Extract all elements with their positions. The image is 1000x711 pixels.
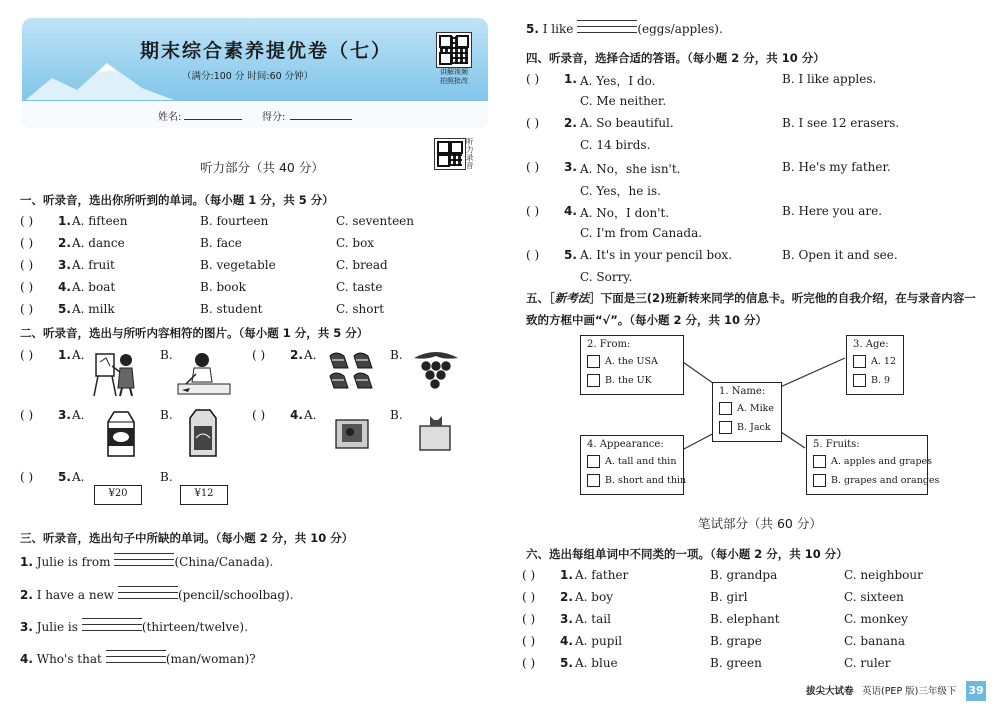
option-b[interactable]: B. fourteen	[200, 214, 269, 228]
cat-in-box-icon[interactable]	[332, 412, 372, 452]
option-a[interactable]: A. No，I don't.	[580, 206, 670, 220]
question-number: 4.	[20, 652, 33, 666]
answer-paren[interactable]: ( )	[522, 634, 536, 648]
option-label: B.	[160, 408, 173, 422]
fill-in-question	[20, 620, 248, 634]
option-a[interactable]: A. father	[575, 568, 629, 582]
option-b[interactable]: B. He's my father.	[782, 160, 891, 174]
drawing-boy-icon[interactable]	[176, 350, 232, 398]
question-options: (eggs/apples).	[637, 22, 723, 36]
checkbox[interactable]	[587, 374, 600, 387]
exam-title: 期末综合素养提优卷（七）	[140, 40, 393, 62]
option-b[interactable]: B. Here you are.	[782, 204, 883, 218]
option-c[interactable]: C. neighbour	[844, 568, 923, 582]
option-c[interactable]: C. box	[336, 236, 375, 250]
fill-in-question	[20, 555, 273, 569]
option-b[interactable]: B. elephant	[710, 612, 780, 626]
checkbox[interactable]	[719, 402, 732, 415]
new-method-tag: 新考法	[554, 291, 590, 305]
question-number: 5.	[526, 22, 539, 36]
juice-carton-icon[interactable]	[186, 408, 220, 458]
question-number: 3.	[560, 612, 573, 626]
option-label: B.	[160, 348, 173, 362]
question-number: 1.	[58, 214, 71, 228]
option-c[interactable]: C. short	[336, 302, 385, 316]
listening-heading: 听力部分（共 40 分）	[200, 160, 324, 175]
option-b[interactable]: B. student	[200, 302, 263, 316]
question-number: 1.	[564, 72, 577, 86]
option-label: B.	[390, 408, 403, 422]
answer-paren[interactable]: ( )	[20, 280, 34, 294]
answer-blank[interactable]	[82, 630, 142, 631]
option-c[interactable]: C. monkey	[844, 612, 908, 626]
checkbox[interactable]	[587, 455, 600, 468]
paren[interactable]: ( )	[20, 470, 34, 484]
mountain-graphic	[22, 58, 182, 103]
paren[interactable]: ( )	[252, 348, 266, 362]
option-apples-grapes[interactable]: A. apples and grapes	[813, 455, 932, 468]
question-number: 3.	[58, 258, 71, 272]
option-c[interactable]: C. Yes，he is.	[580, 184, 661, 198]
cat-on-box-icon[interactable]	[416, 410, 454, 452]
option-label: A.	[72, 470, 85, 484]
answer-paren[interactable]: ( )	[526, 248, 540, 262]
section5-title: 五、［新考法］下面是三(2)班新转来同学的信息卡。听完他的自我介绍，在与录音内容一	[526, 291, 976, 305]
q-number: 5.	[58, 470, 71, 484]
checkbox[interactable]	[853, 355, 866, 368]
exam-meta: （满分:100 分 时间:60 分钟）	[182, 71, 314, 82]
section5-title-line2: 致的方框中画“√”。（每小题 2 分，共 10 分）	[526, 313, 768, 327]
score-field[interactable]	[290, 119, 352, 120]
q-number: 1.	[58, 348, 71, 362]
answer-paren[interactable]: ( )	[20, 302, 34, 316]
option-b[interactable]: B. grandpa	[710, 568, 778, 582]
option-a[interactable]: A. No，she isn't.	[580, 162, 681, 176]
option-c[interactable]: C. Me neither.	[580, 94, 667, 108]
question-number: 2.	[564, 116, 577, 130]
info-card-fruits: 5. Fruits: A. apples and grapes B. grapes and oranges	[806, 435, 928, 495]
checkbox[interactable]	[719, 421, 732, 434]
question-options: (thirteen/twelve).	[141, 620, 248, 634]
question-number: 5.	[564, 248, 577, 262]
option-usa[interactable]: A. the USA	[587, 355, 658, 368]
option-age-9[interactable]: B. 9	[853, 374, 890, 387]
option-c[interactable]: C. banana	[844, 634, 905, 648]
question-text: Julie is from	[32, 555, 111, 569]
option-age-12[interactable]: A. 12	[853, 355, 896, 368]
section1-title: 一、听录音，选出你所听到的单词。（每小题 1 分，共 5 分）	[20, 193, 334, 207]
question-text: Who's that	[32, 652, 102, 666]
answer-paren[interactable]: ( )	[20, 236, 34, 250]
question-number: 3.	[20, 620, 33, 634]
question-text: I like	[538, 22, 574, 36]
score-label: 得分:	[262, 112, 286, 123]
option-label: B.	[390, 348, 403, 362]
answer-paren[interactable]: ( )	[526, 204, 540, 218]
qr-code-video[interactable]	[436, 32, 472, 68]
option-c[interactable]: C. 14 birds.	[580, 138, 651, 152]
option-b[interactable]: B. book	[200, 280, 246, 294]
option-c[interactable]: C. sixteen	[844, 590, 904, 604]
option-label: A.	[72, 348, 85, 362]
answer-paren[interactable]: ( )	[522, 612, 536, 626]
paren[interactable]: ( )	[20, 348, 34, 362]
price-tag-a[interactable]: ¥20	[94, 485, 142, 505]
option-grapes-oranges[interactable]: B. grapes and oranges	[813, 474, 939, 487]
shoes-icon[interactable]	[326, 348, 376, 394]
question-number: 2.	[560, 590, 573, 604]
section6-title: 六、选出每组单词中不同类的一项。（每小题 2 分，共 10 分）	[526, 547, 848, 561]
question-number: 2.	[20, 588, 33, 602]
page-number: 39	[966, 681, 986, 701]
option-a[interactable]: A. It's in your pencil box.	[580, 248, 733, 262]
question-number: 4.	[564, 204, 577, 218]
paren[interactable]: ( )	[252, 408, 266, 422]
option-a[interactable]: A. tail	[575, 612, 611, 626]
question-text: I have a new	[32, 588, 114, 602]
option-c[interactable]: C. seventeen	[336, 214, 415, 228]
option-label: A.	[304, 348, 317, 362]
answer-blank[interactable]	[106, 662, 166, 663]
option-c[interactable]: C. taste	[336, 280, 383, 294]
checkbox[interactable]	[813, 455, 826, 468]
answer-paren[interactable]: ( )	[526, 72, 540, 86]
option-b[interactable]: B. face	[200, 236, 242, 250]
question-number: 5.	[560, 656, 573, 670]
option-a[interactable]: A. boat	[72, 280, 116, 294]
fill-in-question	[526, 22, 723, 36]
option-a[interactable]: A. So beautiful.	[580, 116, 674, 130]
question-text: Julie is	[32, 620, 78, 634]
fill-in-question	[20, 588, 294, 602]
question-number: 2.	[58, 236, 71, 250]
option-short-thin[interactable]: B. short and thin	[587, 474, 686, 487]
answer-paren[interactable]: ( )	[526, 116, 540, 130]
checkbox[interactable]	[587, 474, 600, 487]
option-jack[interactable]: B. Jack	[719, 421, 771, 434]
option-c[interactable]: C. ruler	[844, 656, 891, 670]
footer-brand: 拔尖大试卷	[806, 686, 854, 697]
q-number: 3.	[58, 408, 71, 422]
price-tag-b[interactable]: ¥12	[180, 485, 228, 505]
question-number: 4.	[58, 280, 71, 294]
name-field[interactable]	[184, 119, 242, 120]
option-uk[interactable]: B. the UK	[587, 374, 652, 387]
question-number: 5.	[58, 302, 71, 316]
section2-title: 二、听录音，选出与所听内容相符的图片。（每小题 1 分，共 5 分）	[20, 326, 369, 340]
option-c[interactable]: C. bread	[336, 258, 388, 272]
option-b[interactable]: B. vegetable	[200, 258, 276, 272]
checkbox[interactable]	[813, 474, 826, 487]
qr-code-audio[interactable]	[434, 138, 466, 170]
option-b[interactable]: B. girl	[710, 590, 748, 604]
question-number: 3.	[564, 160, 577, 174]
answer-paren[interactable]: ( )	[522, 568, 536, 582]
option-b[interactable]: B. I see 12 erasers.	[782, 116, 900, 130]
question-number: 1.	[20, 555, 33, 569]
question-number: 1.	[560, 568, 573, 582]
question-number: 4.	[560, 634, 573, 648]
answer-paren[interactable]: ( )	[20, 214, 34, 228]
footer-subject: 英语(PEP 版)三年级下	[862, 686, 957, 697]
answer-paren[interactable]: ( )	[526, 160, 540, 174]
option-b[interactable]: B. I like apples.	[782, 72, 877, 86]
answer-paren[interactable]: ( )	[522, 656, 536, 670]
q-number: 2.	[290, 348, 303, 362]
option-b[interactable]: B. green	[710, 656, 762, 670]
qr-audio-caption: 听力录音	[466, 137, 474, 170]
info-card-age: 3. Age: A. 12 B. 9	[846, 335, 904, 395]
checkbox[interactable]	[853, 374, 866, 387]
option-label: A.	[72, 408, 85, 422]
info-card-appearance: 4. Appearance: A. tall and thin B. short and thin	[580, 435, 684, 495]
question-options: (China/Canada).	[174, 555, 274, 569]
name-label: 姓名:	[158, 112, 182, 123]
option-a[interactable]: A. blue	[575, 656, 618, 670]
option-b[interactable]: B. grape	[710, 634, 762, 648]
info-card-name: 1. Name: A. Mike B. Jack	[712, 382, 782, 442]
option-a[interactable]: A. Yes，I do.	[580, 74, 656, 88]
option-c[interactable]: C. Sorry.	[580, 270, 633, 284]
milk-carton-icon[interactable]	[104, 410, 138, 458]
option-tall-thin[interactable]: A. tall and thin	[587, 455, 676, 468]
info-card-from: 2. From: A. the USA B. the UK	[580, 335, 684, 395]
name-score-bar	[22, 100, 488, 128]
option-label: A.	[304, 408, 317, 422]
qr-video-caption: 讲解视频 拍照批改	[440, 68, 468, 85]
option-mike[interactable]: A. Mike	[719, 402, 774, 415]
paren[interactable]: ( )	[20, 408, 34, 422]
question-options: (man/woman)?	[165, 652, 256, 666]
q-number: 4.	[290, 408, 303, 422]
writing-heading: 笔试部分（共 60 分）	[698, 516, 822, 531]
option-a[interactable]: A. pupil	[575, 634, 623, 648]
section4-title: 四、听录音，选择合适的答语。（每小题 2 分，共 10 分）	[526, 51, 825, 65]
option-label: B.	[160, 470, 173, 484]
answer-paren[interactable]: ( )	[20, 258, 34, 272]
answer-blank[interactable]	[118, 598, 178, 599]
checkbox[interactable]	[587, 355, 600, 368]
option-a[interactable]: A. milk	[72, 302, 115, 316]
grapes-icon[interactable]	[410, 348, 462, 394]
option-a[interactable]: A. fifteen	[72, 214, 128, 228]
header-banner	[22, 18, 488, 128]
option-a[interactable]: A. fruit	[72, 258, 115, 272]
option-b[interactable]: B. Open it and see.	[782, 248, 898, 262]
question-options: (pencil/schoolbag).	[177, 588, 294, 602]
section3-title: 三、听录音，选出句子中所缺的单词。（每小题 2 分，共 10 分）	[20, 531, 354, 545]
painting-girl-icon[interactable]	[92, 350, 140, 398]
answer-blank[interactable]	[577, 32, 637, 33]
option-a[interactable]: A. boy	[575, 590, 613, 604]
option-a[interactable]: A. dance	[72, 236, 125, 250]
option-c[interactable]: C. I'm from Canada.	[580, 226, 703, 240]
fill-in-question	[20, 652, 256, 666]
answer-paren[interactable]: ( )	[522, 590, 536, 604]
answer-blank[interactable]	[114, 565, 174, 566]
